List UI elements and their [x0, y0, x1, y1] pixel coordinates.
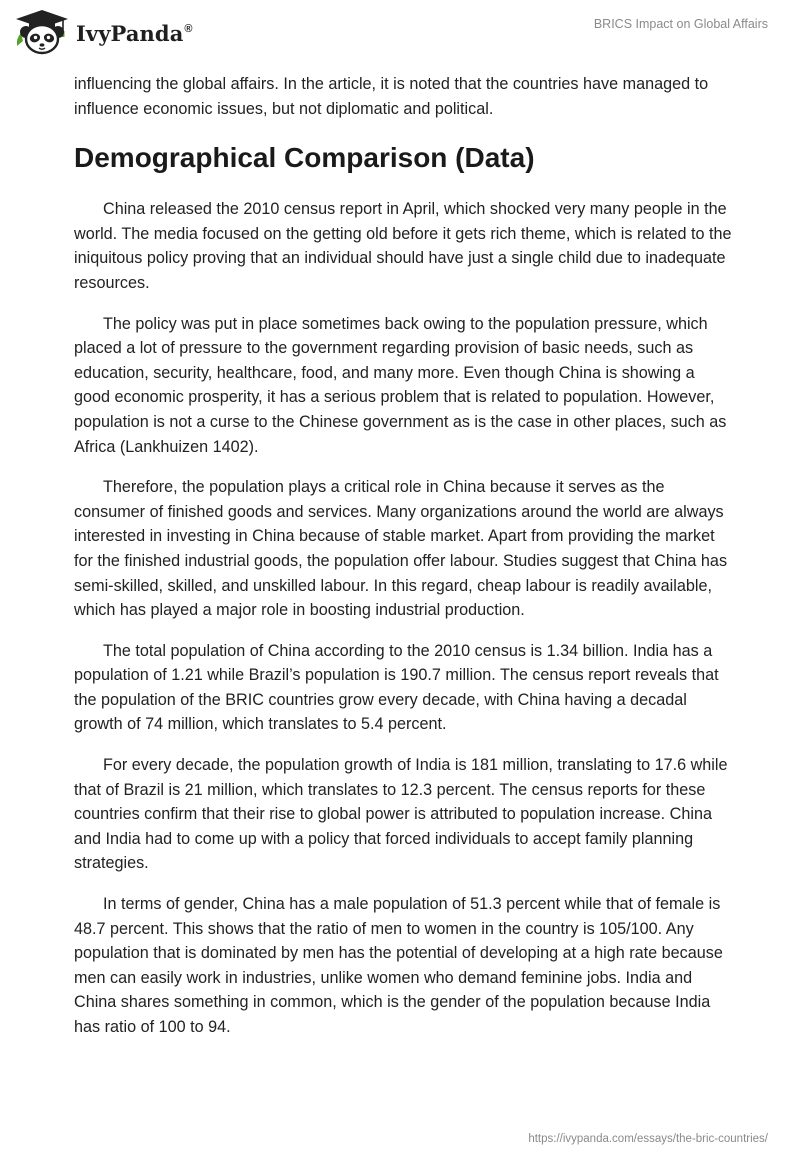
page-header: [0, 0, 800, 64]
logo-name: IvyPanda: [76, 20, 184, 46]
paragraph: China released the 2010 census report in April, which shocked very many people in the world. The media focused on the getting old before it gets rich theme, which is related to the iniquitous policy proving that an individual should have just a single child due to inadequate resources.: [74, 200, 732, 292]
registered-mark: ®: [184, 22, 193, 35]
ivypanda-logo[interactable]: [14, 8, 193, 56]
paragraph: For every decade, the population growth of India is 181 million, translating to 17.6 while that of Brazil is 21 million, which translates to 12.3 percent. The census reports for these countries confirm that their rise to global power is attributed to population increase. China and India had to come up with a policy that forced individuals to accept family planning strategies.: [74, 756, 728, 873]
panda-graduate-icon: [14, 8, 70, 56]
paragraph: In terms of gender, China has a male population of 51.3 percent while that of female is 48.7 percent. This shows that the ratio of men to women in the country is 105/100. Any population that is dominated by men has the potential of developing at a high rate because men can easily work in industries, unlike women who demand feminine jobs. India and China shares something in common, which is the gender of the population because India has ratio of 100 to 94.: [74, 895, 723, 1036]
section-heading: Demographical Comparison (Data): [74, 142, 535, 174]
logo-text: [76, 21, 193, 46]
paragraph: The policy was put in place sometimes back owing to the population pressure, which placed a lot of pressure to the government regarding provision of basic needs, such as education, security, healthcare, food, and many more. Even though China is showing a good economic prosperity, it has a serious problem that is related to population. However, population is not a curse to the Chinese government as is the case in other places, such as Africa (Lankhuizen 1402).: [74, 314, 727, 456]
paragraph: Therefore, the population plays a critical role in China because it serves as the consumer of finished goods and services. Many organizations around the world are always interested in investing in China because of stable market. Apart from providing the market for the finished industrial goods, the population offer labour. Studies suggest that China has semi-skilled, skilled, and unskilled labour. In this regard, cheap labour is readily available, which has played a major role in boosting industrial production.: [74, 478, 728, 620]
document-title: BRICS Impact on Global Affairs: [593, 17, 768, 31]
essay-content: [74, 72, 734, 1056]
intro-paragraph: influencing the global affairs. In the article, it is noted that the countries have managed to influence economic issues, but not diplomatic and political.: [74, 75, 709, 118]
paragraph: The total population of China according to the 2010 census is 1.34 billion. India has a population of 1.21 while Brazil’s population is 190.7 million. The census report reveals that the population of the BRIC countries grow every decade, with China having a decadal growth of 74 million, which translates to 5.4 percent.: [74, 641, 719, 734]
source-url-link[interactable]: https://ivypanda.com/essays/the-bric-countries/: [528, 1133, 768, 1145]
